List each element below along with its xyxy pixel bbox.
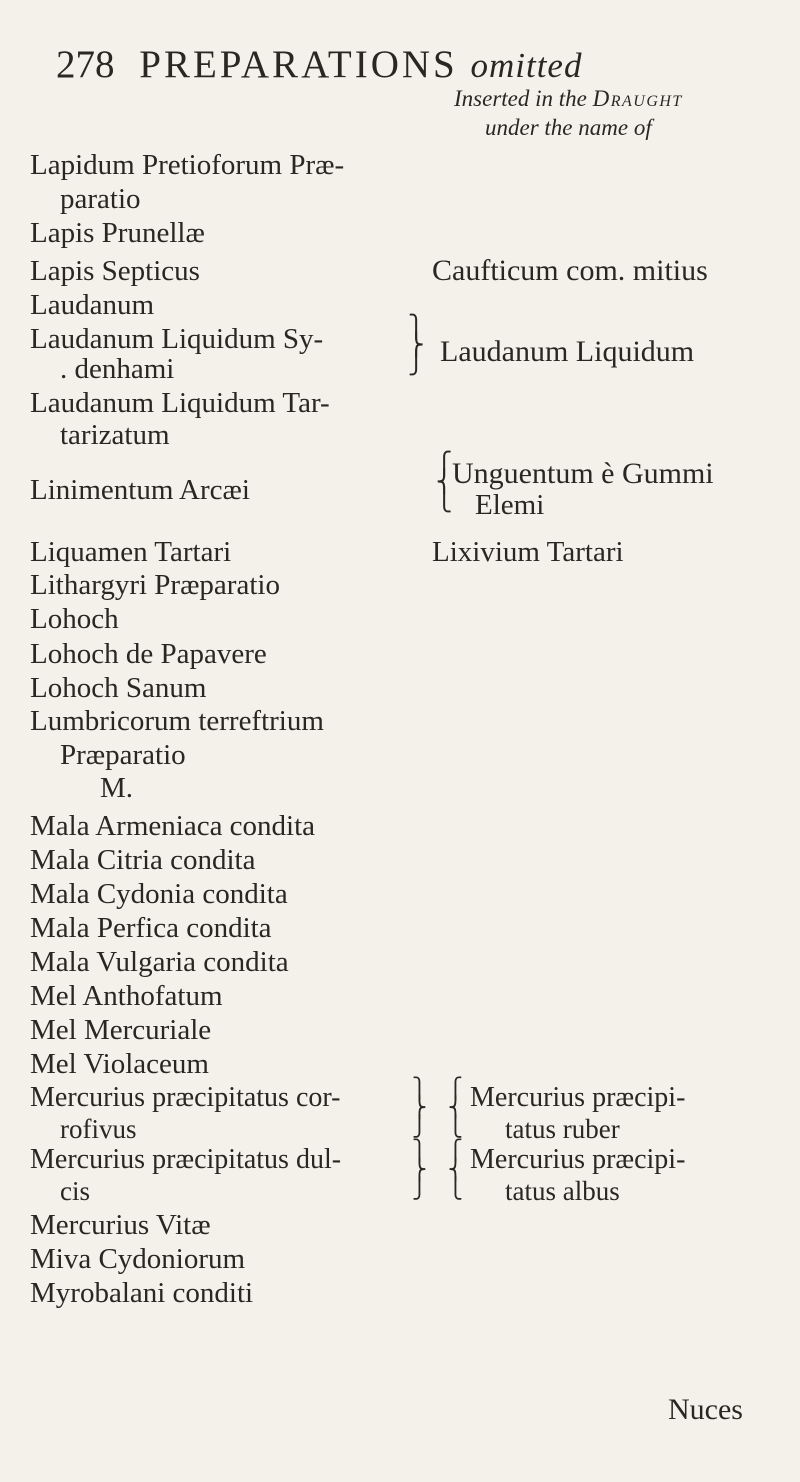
running-header <box>56 42 582 87</box>
entry-laudanum: Laudanum <box>30 289 155 321</box>
brace-left-albus: ⎧ ⎨ ⎩ <box>448 1140 463 1200</box>
entry-lumbricorum: Lumbricorum terreftrium <box>30 705 324 737</box>
right-mercurius-albus-cont: tatus albus <box>505 1176 620 1206</box>
subheader-line-1 <box>454 86 683 112</box>
right-mercurius-albus: Mercurius præcipi- <box>470 1144 686 1175</box>
entry-laudanum-tartarizatum: Laudanum Liquidum Tar- <box>30 387 330 419</box>
right-unguentum-cont: Elemi <box>475 489 545 521</box>
entry-lohoch-papavere: Lohoch de Papavere <box>30 638 267 670</box>
right-caufticum: Caufticum com. mitius <box>432 254 708 287</box>
entry-mercurius-corrosivus-cont: rofivus <box>60 1114 137 1144</box>
subheader-prefix: Inserted in the <box>454 86 587 111</box>
page-number: 278 <box>56 43 115 86</box>
entry-laudanum-tartarizatum-cont: tarizatum <box>60 419 170 451</box>
entry-mala-persica: Mala Perfica condita <box>30 912 272 944</box>
brace-right-dulcis: ⎫ ⎬ ⎭ <box>412 1140 427 1200</box>
right-unguentum: Unguentum è Gummi <box>452 457 714 490</box>
section-letter-m: M. <box>100 772 134 804</box>
entry-mercurius-corrosivus: Mercurius præcipitatus cor- <box>30 1082 341 1113</box>
right-mercurius-ruber: Mercurius præcipi- <box>470 1082 686 1113</box>
entry-lithargyri: Lithargyri Præparatio <box>30 569 280 601</box>
right-laudanum-liquidum: Laudanum Liquidum <box>440 335 695 368</box>
entry-lohoch: Lohoch <box>30 603 119 635</box>
entry-laudanum-liquidum-sydenhami-cont: . denhami <box>60 353 175 385</box>
entry-myrobalani: Myrobalani conditi <box>30 1277 254 1309</box>
header-title: PREPARATIONS <box>139 43 458 86</box>
entry-mercurius-dulcis: Mercurius præcipitatus dul- <box>30 1144 342 1175</box>
subheader-line-2: under the name of <box>485 115 652 140</box>
entry-laudanum-liquidum-sydenhami: Laudanum Liquidum Sy- <box>30 323 324 355</box>
entry-mala-citria: Mala Citria condita <box>30 844 256 876</box>
entry-lapis-prunellae: Lapis Prunellæ <box>30 217 205 249</box>
entry-mala-vulgaria: Mala Vulgaria condita <box>30 946 289 978</box>
brace-left-ruber: ⎧ ⎨ ⎩ <box>448 1078 463 1138</box>
entry-mala-cydonia: Mala Cydonia condita <box>30 878 288 910</box>
brace-right-laudanum: ⎫ ⎬ ⎭ <box>408 314 425 375</box>
catchword: Nuces <box>668 1393 743 1426</box>
entry-mercurius-dulcis-cont: cis <box>60 1176 90 1206</box>
entry-lapidum-pretioforum: Lapidum Pretioforum Præ- <box>30 149 345 181</box>
entry-linimentum-arcaei: Linimentum Arcæi <box>30 474 250 506</box>
entry-mala-armeniaca: Mala Armeniaca condita <box>30 810 316 842</box>
entry-mel-mercuriale: Mel Mercuriale <box>30 1014 212 1046</box>
entry-mel-anthosatum: Mel Anthofatum <box>30 980 223 1012</box>
header-title-suffix: omitted <box>470 46 583 85</box>
entry-lapis-septicus: Lapis Septicus <box>30 255 200 287</box>
entry-mercurius-vitae: Mercurius Vitæ <box>30 1209 211 1241</box>
entry-mel-violaceum: Mel Violaceum <box>30 1048 209 1080</box>
right-lixivium: Lixivium Tartari <box>432 536 624 568</box>
brace-right-corrosivus: ⎫ ⎬ ⎭ <box>412 1078 427 1138</box>
entry-lohoch-sanum: Lohoch Sanum <box>30 672 207 704</box>
brace-left-unguentum: ⎧ ⎨ ⎩ <box>436 451 453 512</box>
entry-miva-cydoniorum: Miva Cydoniorum <box>30 1243 246 1275</box>
right-mercurius-ruber-cont: tatus ruber <box>505 1114 620 1144</box>
entry-lapidum-pretioforum-cont: paratio <box>60 183 141 215</box>
entry-liquamen-tartari: Liquamen Tartari <box>30 536 232 568</box>
entry-lumbricorum-cont: Præparatio <box>60 739 186 771</box>
subheader-draught: Draught <box>592 86 683 111</box>
